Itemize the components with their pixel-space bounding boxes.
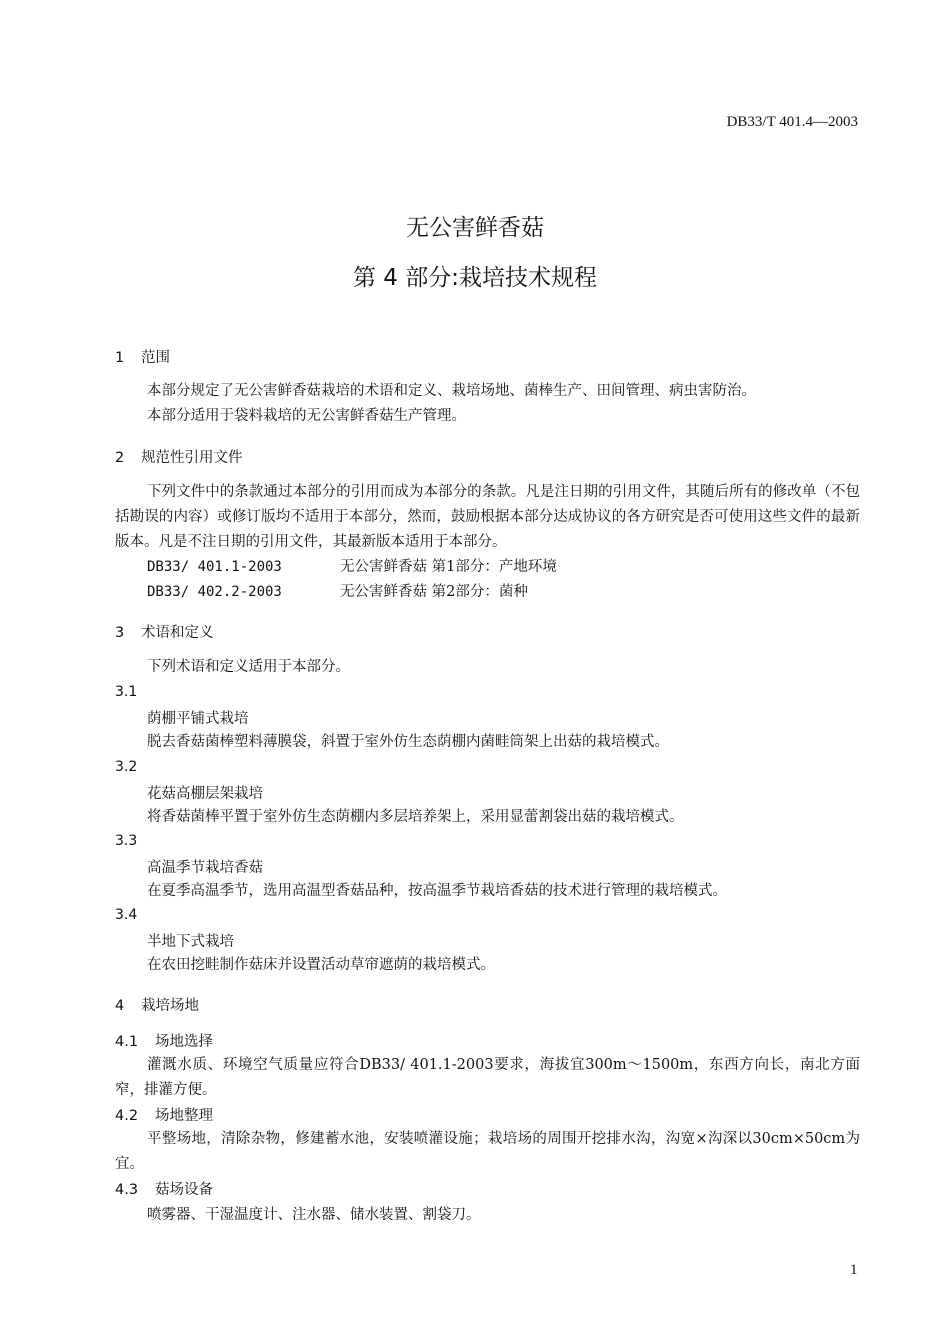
subsection-number: 4.3: [115, 1182, 139, 1198]
subsection-number: 4.2: [115, 1108, 139, 1124]
term-number: 3.2: [115, 759, 138, 775]
reference-code: DB33/ 402.2-2003: [147, 584, 282, 600]
paragraph: 平整场地，清除杂物，修建蓄水池，安装喷灌设施；栽培场的周围开挖排水沟，沟宽×沟深以30cm×50cm为宜。: [115, 1131, 860, 1172]
term-title: 花菇高棚层架栽培: [147, 786, 263, 802]
reference-title: 无公害鲜香菇 第1部分：产地环境: [340, 559, 557, 575]
section-heading-4: [115, 994, 199, 1015]
paragraph: 灌溉水质、环境空气质量应符合DB33/ 401.1-2003要求，海拔宜300m～1500m，东西方向长，南北方面窄，排灌方便。: [115, 1057, 860, 1098]
paragraph: 喷雾器、干湿温度计、注水器、储水装置、割袋刀。: [147, 1207, 481, 1223]
section-number: 4: [115, 998, 125, 1014]
section-title: 术语和定义: [141, 625, 214, 641]
section-number: 1: [115, 350, 125, 366]
reference-title: 无公害鲜香菇 第2部分：菌种: [340, 584, 528, 600]
section-title: 范围: [141, 350, 170, 366]
term-number: 3.4: [115, 907, 138, 923]
term-definition: 在夏季高温季节，选用高温型香菇品种，按高温季节栽培香菇的技术进行管理的栽培模式。: [147, 883, 727, 899]
term-definition: 将香菇菌棒平置于室外仿生态荫棚内多层培养架上，采用显蕾割袋出菇的栽培模式。: [147, 809, 684, 825]
term-title: 高温季节栽培香菇: [147, 860, 263, 876]
page-number: 1: [850, 1262, 858, 1278]
subsection-title: 菇场设备: [155, 1182, 213, 1198]
term-definition: 脱去香菇菌棒塑料薄膜袋，斜置于室外仿生态荫棚内菌畦筒架上出菇的栽培模式。: [147, 734, 669, 750]
term-title: 半地下式栽培: [147, 934, 234, 950]
term-number: 3.3: [115, 833, 138, 849]
subsection-title: 场地选择: [155, 1034, 213, 1050]
term-number: 3.1: [115, 684, 138, 700]
paragraph: 下列术语和定义适用于本部分。: [147, 659, 350, 675]
subsection-heading: [115, 1178, 213, 1199]
reference-code: DB33/ 401.1-2003: [147, 559, 282, 575]
subsection-title: 场地整理: [155, 1108, 213, 1124]
paragraph: 下列文件中的条款通过本部分的引用而成为本部分的条款。凡是注日期的引用文件，其随后所有的修改单（不包括勘误的内容）或修订版均不适用于本部分，然而，鼓励根据本部分达成协议的各方研究是否可使用这些文件的最新版本。凡是不注日期的引用文件，其最新版本适用于本部分。: [115, 484, 860, 550]
document-title: 无公害鲜香菇: [406, 215, 544, 241]
section-title: 规范性引用文件: [141, 450, 243, 466]
term-definition: 在农田挖畦制作菇床并设置活动草帘遮荫的栽培模式。: [147, 957, 495, 973]
term-title: 荫棚平铺式栽培: [147, 711, 249, 727]
standard-code: DB33/T 401.4—2003: [726, 114, 858, 130]
section-heading-3: [115, 621, 214, 642]
section-title: 栽培场地: [141, 998, 199, 1014]
subsection-heading: [115, 1030, 213, 1051]
paragraph: 本部分规定了无公害鲜香菇栽培的术语和定义、栽培场地、菌棒生产、田间管理、病虫害防治。: [147, 383, 756, 399]
section-heading-1: [115, 346, 170, 367]
paragraph: 本部分适用于袋料栽培的无公害鲜香菇生产管理。: [147, 408, 466, 424]
reference-row: [147, 580, 528, 605]
section-number: 3: [115, 625, 125, 641]
subsection-number: 4.1: [115, 1034, 139, 1050]
subsection-heading: [115, 1104, 213, 1125]
reference-row: [147, 555, 557, 580]
section-number: 2: [115, 450, 125, 466]
document-subtitle: 第 4 部分:栽培技术规程: [352, 265, 597, 291]
section-heading-2: [115, 446, 243, 467]
